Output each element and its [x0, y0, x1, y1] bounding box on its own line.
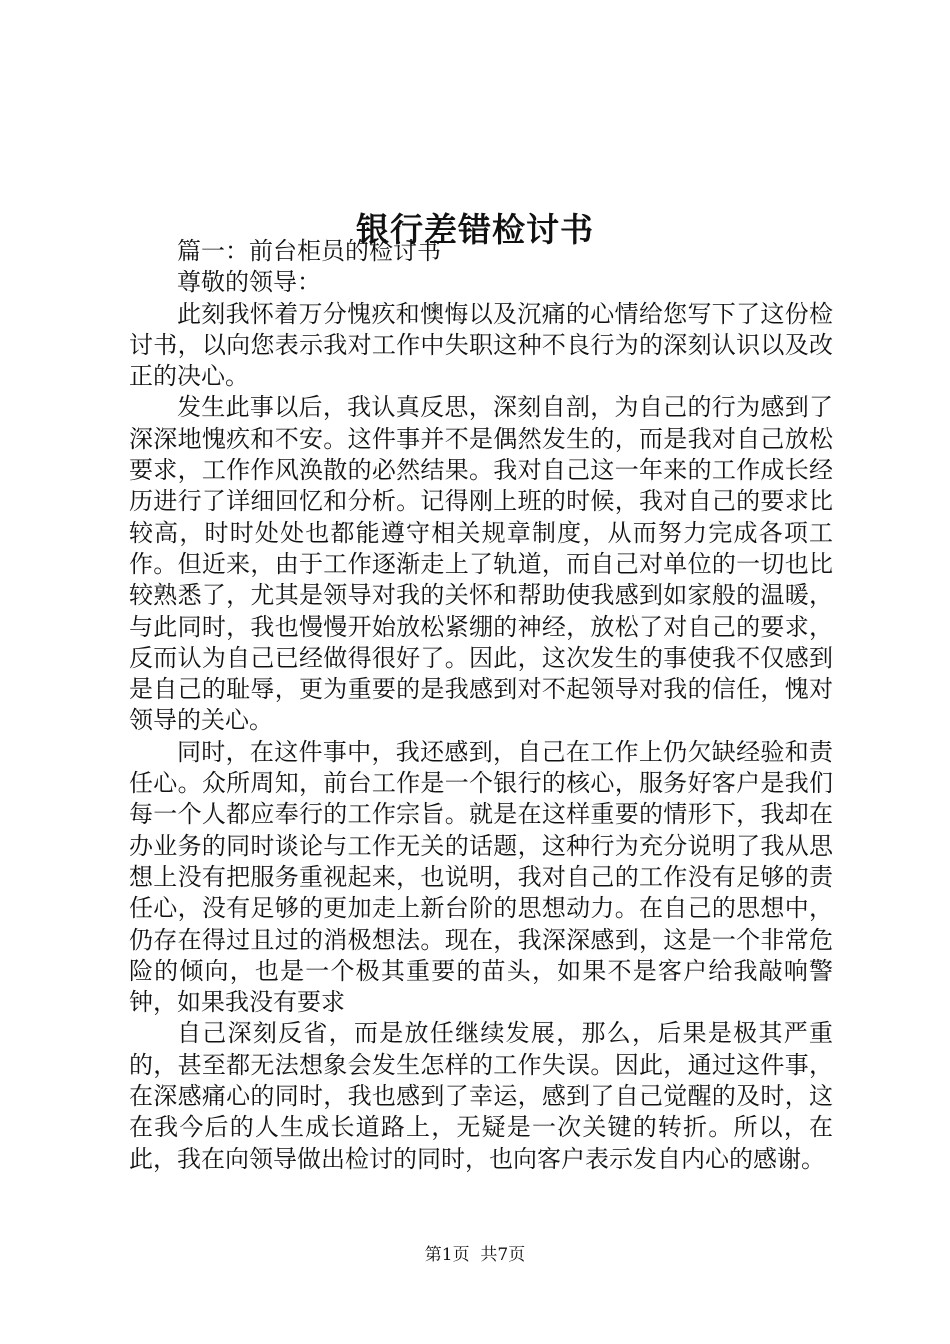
paragraph: 发生此事以后，我认真反思，深刻自剖，为自己的行为感到了深深地愧疚和不安。这件事并不是偶然发生的，而是我对自己放松要求，工作作风涣散的必然结果。我对自己这一年来的工作成长经历进行了详细回忆和分析。记得刚上班的时候，我对自己的要求比较高，时时处处也都能遵守相关规章制度，从而努力完成各项工作。但近来，由于工作逐渐走上了轨道，而自己对单位的一切也比较熟悉了，尤其是领导对我的关怀和帮助使我感到如家般的温暖，与此同时，我也慢慢开始放松紧绷的神经，放松了对自己的要求，反而认为自己已经做得很好了。因此，这次发生的事使我不仅感到是自己的耻辱，更为重要的是我感到对不起领导对我的信任，愧对领导的关心。 [129, 393, 833, 735]
paragraph: 同时，在这件事中，我还感到，自己在工作上仍欠缺经验和责任心。众所周知，前台工作是一个银行的核心，服务好客户是我们每一个人都应奉行的工作宗旨。就是在这样重要的情形下，我却在办业务的同时谈论与工作无关的话题，这种行为充分说明了我从思想上没有把服务重视起来，也说明，我对自己的工作没有足够的责任心，没有足够的更加走上新台阶的思想动力。在自己的思想中，仍存在得过且过的消极想法。现在，我深深感到，这是一个非常危险的倾向，也是一个极其重要的苗头，如果不是客户给我敲响警钟，如果我没有要求 [129, 737, 833, 1017]
paragraph: 自己深刻反省，而是放任继续发展，那么，后果是极其严重的，甚至都无法想象会发生怎样的工作失误。因此，通过这件事，在深感痛心的同时，我也感到了幸运，感到了自己觉醒的及时，这在我今后的人生成长道路上，无疑是一次关键的转折。所以，在此，我在向领导做出检讨的同时，也向客户表示发自内心的感谢。 [129, 1019, 833, 1173]
document-body [129, 236, 833, 1175]
section-heading: 篇一：前台柜员的检讨书 [177, 237, 441, 265]
page-footer [0, 1244, 950, 1266]
salutation: 尊敬的领导： [177, 268, 321, 297]
paragraph: 此刻我怀着万分愧疚和懊悔以及沉痛的心情给您写下了这份检讨书，以向您表示我对工作中失职这种不良行为的深刻认识以及改正的决心。 [129, 299, 833, 391]
page-number: 第1页 [424, 1245, 470, 1265]
page-total: 共7页 [480, 1245, 526, 1265]
document-title: 银行差错检讨书 [356, 210, 594, 250]
